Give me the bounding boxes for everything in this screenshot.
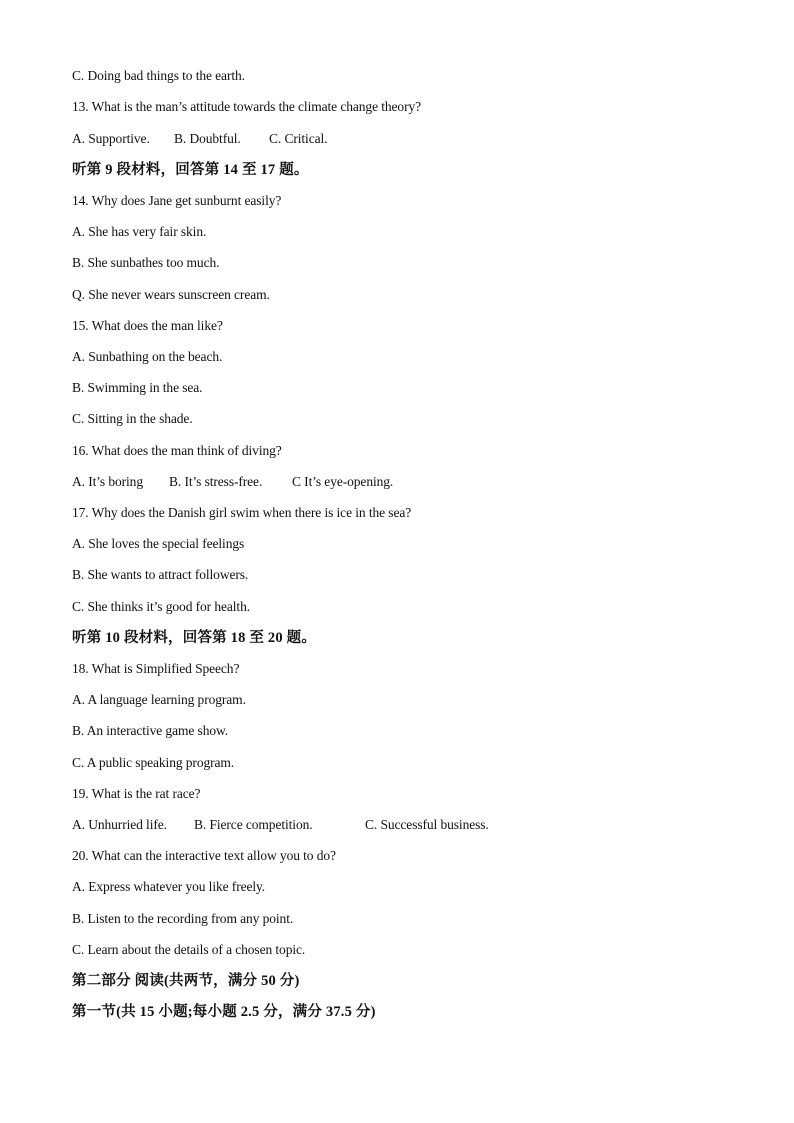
q20-option-b: B. Listen to the recording from any point. — [72, 911, 294, 926]
q13-option-a: A. Supportive. — [72, 131, 150, 146]
q17-option-c: C. She thinks it’s good for health. — [72, 599, 250, 614]
q15-option-c: C. Sitting in the shade. — [72, 411, 193, 426]
q20-option-c: C. Learn about the details of a chosen topic. — [72, 942, 306, 957]
q16-option-c: C It’s eye-opening. — [292, 474, 394, 489]
section-one-heading: 第一节(共 15 小题;每小题 2.5 分，满分 37.5 分) — [72, 1004, 376, 1020]
q17-option-b: B. She wants to attract followers. — [72, 567, 249, 582]
question-14: 14. Why does Jane get sunburnt easily? — [72, 193, 282, 208]
question-16: 16. What does the man think of diving? — [72, 443, 282, 458]
q16-option-b: B. It’s stress-free. — [169, 474, 263, 489]
q18-option-a: A. A language learning program. — [72, 692, 246, 707]
question-17: 17. Why does the Danish girl swim when there is ice in the sea? — [72, 505, 412, 520]
q14-option-a: A. She has very fair skin. — [72, 224, 207, 239]
part-two-reading-heading: 第二部分 阅读(共两节，满分 50 分) — [72, 973, 300, 989]
section-heading-material-10: 听第 10 段材料，回答第 18 至 20 题。 — [72, 630, 317, 646]
q19-option-a: A. Unhurried life. — [72, 817, 167, 832]
question-13: 13. What is the man’s attitude towards the climate change theory? — [72, 99, 422, 114]
q17-option-a: A. She loves the special feelings — [72, 536, 245, 551]
q13-option-b: B. Doubtful. — [174, 131, 241, 146]
section-heading-material-9: 听第 9 段材料，回答第 14 至 17 题。 — [72, 162, 309, 178]
question-18: 18. What is Simplified Speech? — [72, 661, 240, 676]
q14-option-c: Q. She never wears sunscreen cream. — [72, 287, 270, 302]
q19-option-c: C. Successful business. — [365, 817, 489, 832]
q13-option-c: C. Critical. — [269, 131, 328, 146]
q15-option-b: B. Swimming in the sea. — [72, 380, 203, 395]
q18-option-b: B. An interactive game show. — [72, 723, 229, 738]
q15-option-a: A. Sunbathing on the beach. — [72, 349, 223, 364]
question-19: 19. What is the rat race? — [72, 786, 201, 801]
q16-option-a: A. It’s boring — [72, 474, 143, 489]
question-20: 20. What can the interactive text allow you to do? — [72, 848, 336, 863]
q12-option-c: C. Doing bad things to the earth. — [72, 68, 245, 83]
q14-option-b: B. She sunbathes too much. — [72, 255, 220, 270]
q20-option-a: A. Express whatever you like freely. — [72, 879, 266, 894]
q19-option-b: B. Fierce competition. — [194, 817, 313, 832]
question-15: 15. What does the man like? — [72, 318, 223, 333]
q18-option-c: C. A public speaking program. — [72, 755, 235, 770]
